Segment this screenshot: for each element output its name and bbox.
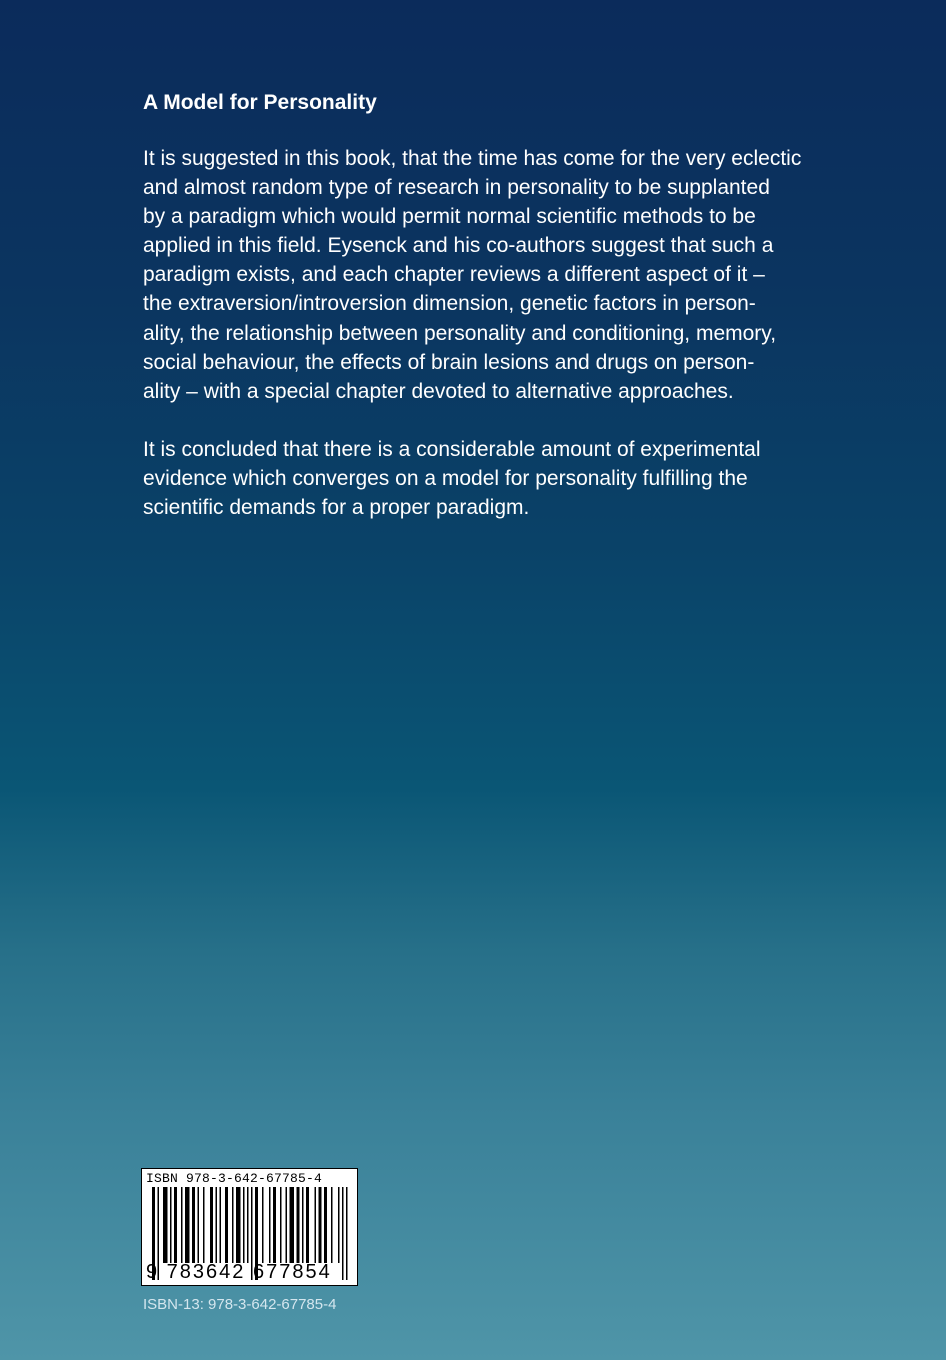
barcode-bar [338,1187,340,1263]
barcode-bar [192,1187,195,1263]
paragraph-2 [143,435,823,522]
barcode-bar [315,1187,317,1263]
barcode-bar [269,1187,271,1263]
barcode-bar [203,1187,205,1263]
barcode-bar [216,1187,218,1263]
text-line: It is concluded that there is a considerable amount of experimental [143,437,761,461]
barcode-bar [302,1187,304,1263]
barcode-bar [210,1187,213,1263]
barcode-bar [297,1187,300,1263]
isbn-13-text: ISBN-13: 978-3-642-67785-4 [143,1296,337,1313]
barcode-bar [243,1187,245,1263]
text-line: applied in this field. Eysenck and his co-authors suggest that such a [143,234,774,258]
barcode-isbn-label: ISBN 978-3-642-67785-4 [146,1171,323,1186]
barcode-bar [236,1187,241,1263]
barcode-bar [181,1187,183,1263]
barcode-bar [185,1187,190,1263]
barcode-bar [342,1187,344,1280]
barcode-bar [319,1187,322,1263]
barcode-bar [232,1187,234,1263]
paragraph-1 [143,144,823,406]
barcode-bar [163,1187,168,1263]
barcode-bar [346,1187,348,1280]
text-line: ality – with a special chapter devoted to alternative approaches. [143,379,734,403]
barcode-bar [170,1187,172,1263]
text-line: by a paradigm which would permit normal scientific methods to be [143,205,756,229]
barcode-bar [306,1187,309,1263]
barcode-bar [290,1187,295,1263]
text-line: the extraversion/introversion dimension, genetic factors in person- [143,292,756,316]
barcode-digits: 9 783642 677854 [146,1261,332,1283]
isbn-barcode [141,1168,358,1286]
text-line: scientific demands for a proper paradigm. [143,496,530,520]
barcode-bar [174,1187,177,1263]
barcode-bar [280,1187,282,1263]
barcode-bar [273,1187,276,1263]
barcode-bar [262,1187,264,1263]
barcode-bar [198,1187,200,1263]
barcode-bar [331,1187,333,1263]
blurb [143,88,823,551]
barcode-bar [324,1187,327,1263]
barcode-bar [225,1187,228,1263]
barcode-bar [286,1187,288,1263]
text-line: evidence which converges on a model for personality fulfilling the [143,466,748,490]
text-line: ality, the relationship between personality and conditioning, memory, [143,321,777,345]
text-line: It is suggested in this book, that the time has come for the very eclectic [143,147,802,170]
text-line: social behaviour, the effects of brain lesions and drugs on person- [143,350,755,374]
text-line: paradigm exists, and each chapter reviews a different aspect of it – [143,263,765,287]
barcode-bar [220,1187,222,1263]
barcode-bar [247,1187,249,1263]
book-title: A Model for Personality [143,91,377,114]
text-line: and almost random type of research in personality to be supplanted [143,176,770,200]
